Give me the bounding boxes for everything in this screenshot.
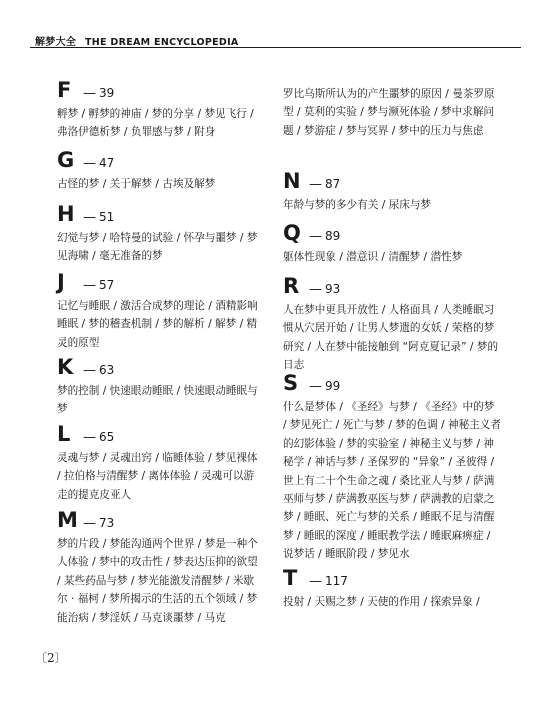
dash: — [83,86,96,101]
index-entry-m [57,509,263,627]
index-entry-h [57,203,263,266]
index-letter: R [283,274,300,298]
index-letter: T [283,566,298,590]
dash: — [83,156,96,171]
dash: — [83,278,96,293]
index-letter: S [283,371,299,395]
entry-topics: 梦的片段 / 梦能沟通两个世界 / 梦是一种个人体验 / 梦中的攻击性 / 梦表达压抑的欲望 / 某些药品与梦 / 梦光能激发清醒梦 / 米歇尔 · 福柯 / 梦所揭示的生活的五个领域 / 梦能治病 / 梦淫妖 / 马克谈噩梦 / 马克 [57,538,258,624]
index-letter: N [283,169,301,193]
page-reference: 57 [99,278,115,292]
page-reference: 117 [325,574,348,588]
page-reference: 99 [325,379,341,393]
index-letter: L [57,422,71,446]
entry-head [283,222,501,248]
index-entry-j [57,271,263,352]
dash: — [83,210,96,225]
entry-head [57,509,263,535]
entry-head [283,567,501,593]
entry-head [283,372,501,398]
dash: — [309,282,322,297]
entry-topics: 躯体性现象 / 潜意识 / 清醒梦 / 潜性梦 [283,251,463,263]
entry-head [57,149,263,175]
page-reference: 65 [99,430,115,444]
page-reference: 47 [99,156,115,170]
header-title-zh: 解梦大全 [35,37,77,48]
dash: — [309,177,322,192]
entry-topics: 记忆与睡眠 / 激活合成梦的理论 / 酒精影响睡眠 / 梦的稽查机制 / 梦的解析 / 解梦 / 精灵的原型 [57,300,258,349]
page-reference: 73 [99,516,115,530]
dash: — [309,229,322,244]
running-header [35,33,513,47]
page-reference: 51 [99,210,115,224]
entry-head [57,356,263,382]
index-entry-r [283,275,501,375]
dash: — [83,516,96,531]
index-entry-q [283,222,501,266]
index-entry-l [57,423,263,504]
entry-topics: 古怪的梦 / 关于解梦 / 古埃及解梦 [57,178,216,190]
entry-head [283,170,501,196]
index-entry-m-continued [283,85,501,140]
dash: — [309,574,322,589]
dash: — [83,363,96,378]
page-reference: 39 [99,86,115,100]
entry-head [57,423,263,449]
entry-topics: 年龄与梦的多少有关 / 尿床与梦 [283,199,432,211]
page-reference: 89 [325,229,341,243]
index-entry-t [283,567,501,611]
entry-topics: 罗比乌斯所认为的产生噩梦的原因 / 曼茶罗原型 / 莫利的实验 / 梦与濒死体验 / 梦中求解问题 / 梦游症 / 梦与冥界 / 梦中的压力与焦虑 [283,88,495,137]
entry-topics: 幻觉与梦 / 哈特曼的试验 / 怀孕与噩梦 / 梦见海啸 / 毫无准备的梦 [57,232,258,263]
index-letter: J [57,270,65,294]
index-entry-s [283,372,501,564]
index-letter: H [57,202,75,226]
index-letter: K [57,355,74,379]
entry-head [57,271,263,297]
page-reference: 63 [99,363,115,377]
entry-head [57,79,263,105]
entry-topics: 什么是梦体 / 《圣经》与梦 / 《圣经》中的梦 / 梦见死亡 / 死亡与梦 / 梦的色调 / 神秘主义者的幻影体验 / 梦的实验室 / 神秘主义与梦 / 神秘学 / 神话与梦 / 圣保罗的 “异象” / 圣彼得 / 世上有二十个生命之魂 / 桑比亚人与梦 / 萨满巫师与梦 / 萨满教巫医与梦 / 萨满教的启蒙之梦 / 睡眠、死亡与梦的关系 / 睡眠不足与清醒梦 / 睡眠的深度 / 睡眠教学法 / 睡眠麻痹症 / 说梦话 / 睡眠阶段 / 梦见水 [283,401,501,561]
index-letter: Q [283,221,301,245]
index-entry-n [283,170,501,214]
index-entry-g [57,149,263,193]
index-letter: G [57,148,75,172]
page-reference: 87 [325,177,341,191]
entry-topics: 梦的控制 / 快速眼动睡眠 / 快速眼动睡眠与梦 [57,385,258,416]
entry-topics: 灵魂与梦 / 灵魂出窍 / 临睡体验 / 梦见裸体 / 拉伯格与清醒梦 / 离体体验 / 灵魂可以游走的提克皮亚人 [57,452,258,501]
entry-topics: 投射 / 天赐之梦 / 天使的作用 / 探索异象 / [283,596,480,608]
index-letter: F [57,78,72,102]
header-title-en: THE DREAM ENCYCLOPEDIA [85,37,239,48]
header-rule [30,47,521,48]
index-entry-f [57,79,263,142]
page-number: 〔2〕 [35,651,67,665]
page-reference: 93 [325,282,341,296]
entry-topics: 孵梦 / 孵梦的神庙 / 梦的分享 / 梦见飞行 / 弗洛伊德析梦 / 负罪感与梦 / 附身 [57,108,254,139]
entry-head [57,203,263,229]
entry-head [283,275,501,301]
dash: — [309,379,322,394]
dash: — [83,430,96,445]
entry-topics: 人在梦中更具开放性 / 人格面具 / 人类睡眠习惯从穴居开始 / 让男人梦遗的女妖 / 荣格的梦研究 / 人在梦中能接触到 “阿克夏记录” / 梦的日志 [283,304,499,372]
index-entry-k [57,356,263,419]
index-letter: M [57,508,78,532]
